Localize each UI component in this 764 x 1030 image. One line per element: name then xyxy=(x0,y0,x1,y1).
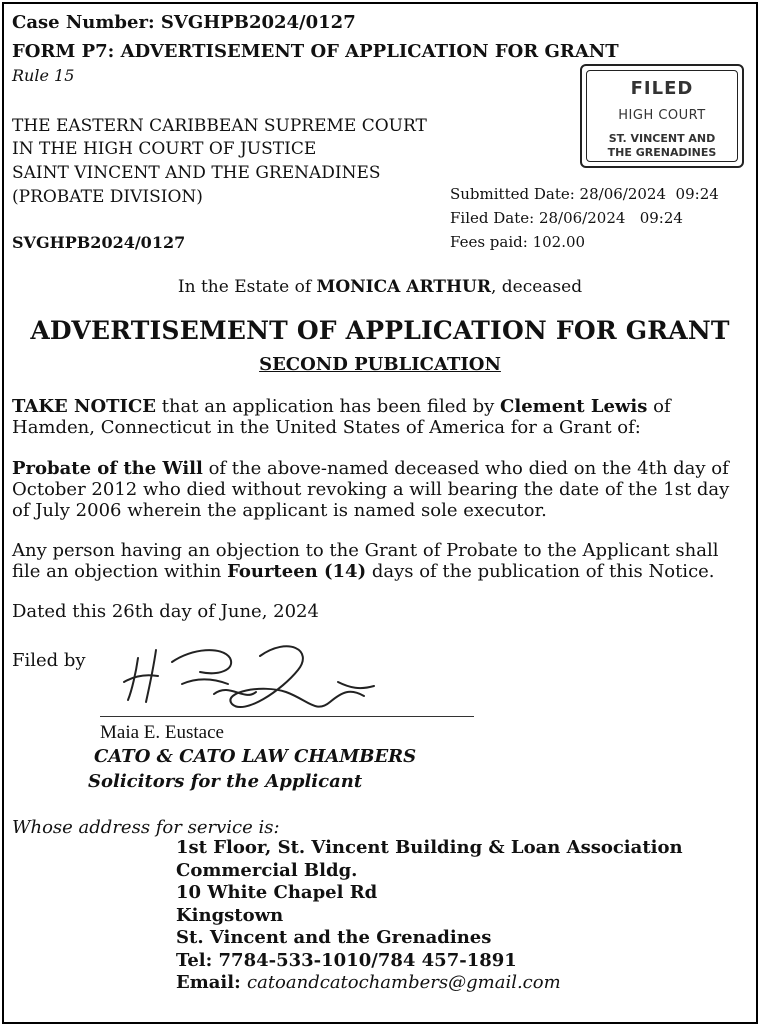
notice-text-b: of Hamden, Connecticut in the United States of America for a Grant of: xyxy=(12,396,677,438)
case-reference: SVGHPB2024/0127 xyxy=(12,233,186,252)
filed-by-label: Filed by xyxy=(12,650,86,671)
estate-prefix: In the Estate of xyxy=(177,277,317,297)
address-label: Whose address for service is: xyxy=(12,817,280,838)
fees-paid: Fees paid: 102.00 xyxy=(450,233,586,251)
solicitor-role: Solicitors for the Applicant xyxy=(88,771,363,792)
notice-paragraph xyxy=(12,396,744,438)
form-title: FORM P7: ADVERTISEMENT OF APPLICATION FOR GRANT xyxy=(12,41,619,62)
document-page xyxy=(2,2,758,1024)
address-line-3: 10 White Chapel Rd xyxy=(176,882,378,903)
case-number: Case Number: SVGHPB2024/0127 xyxy=(12,12,356,33)
notice-text-a: that an application has been filed by xyxy=(156,396,501,417)
take-notice-label: TAKE NOTICE xyxy=(12,396,156,417)
telephone-line: Tel: 7784-533-1010/784 457-1891 xyxy=(176,950,517,971)
probate-label: Probate of the Will xyxy=(12,458,203,479)
address-line-1: 1st Floor, St. Vincent Building & Loan Association xyxy=(176,837,683,858)
estate-line xyxy=(4,276,756,298)
court-line-4: (PROBATE DIVISION) xyxy=(12,187,203,207)
stamp-jurisdiction-line2: THE GRENADINES xyxy=(607,146,717,159)
estate-suffix: , deceased xyxy=(490,277,583,297)
probate-paragraph xyxy=(12,458,744,521)
address-line-4: Kingstown xyxy=(176,905,284,926)
signature-line xyxy=(100,716,474,717)
email-address: catoandcatochambers@gmail.com xyxy=(247,972,561,993)
filed-date: Filed Date: 28/06/2024 09:24 xyxy=(450,209,683,227)
publication-subtitle: SECOND PUBLICATION xyxy=(259,354,501,375)
objection-paragraph xyxy=(12,540,744,582)
court-line-1: THE EASTERN CARIBBEAN SUPREME COURT xyxy=(12,116,427,136)
applicant-name: Clement Lewis xyxy=(500,396,648,417)
dated-line: Dated this 26th day of June, 2024 xyxy=(12,601,319,622)
court-line-2: IN THE HIGH COURT OF JUSTICE xyxy=(12,139,317,159)
handwritten-signature xyxy=(112,632,412,736)
address-line-2: Commercial Bldg. xyxy=(176,860,358,881)
objection-text-a: Any person having an objection to the Grant of Probate to the Applicant shall file an objection within xyxy=(12,540,719,582)
stamp-filed-text: FILED xyxy=(630,78,694,99)
probate-text: of the above-named deceased who died on the 4th day of October 2012 who died without revoking a will bearing the date of the 1st day of July 2006 wherein the applicant is named sole executor. xyxy=(12,458,730,521)
deceased-name: MONICA ARTHUR xyxy=(316,277,491,297)
law-firm-name: CATO & CATO LAW CHAMBERS xyxy=(94,746,417,767)
email-line xyxy=(176,972,561,995)
signer-name: Maia E. Eustace xyxy=(100,722,224,743)
objection-text-b: days of the publication of this Notice. xyxy=(366,561,715,582)
email-label: Email: xyxy=(176,972,248,993)
filed-stamp xyxy=(580,64,744,168)
stamp-jurisdiction-text xyxy=(582,132,742,160)
stamp-jurisdiction-line1: ST. VINCENT AND xyxy=(608,132,716,145)
objection-period: Fourteen (14) xyxy=(227,561,367,582)
rule-reference: Rule 15 xyxy=(12,66,75,85)
court-line-3: SAINT VINCENT AND THE GRENADINES xyxy=(12,163,381,183)
stamp-court-text: HIGH COURT xyxy=(618,108,706,123)
address-line-5: St. Vincent and the Grenadines xyxy=(176,927,492,948)
document-title: ADVERTISEMENT OF APPLICATION FOR GRANT xyxy=(30,316,730,345)
submitted-date: Submitted Date: 28/06/2024 09:24 xyxy=(450,185,719,203)
